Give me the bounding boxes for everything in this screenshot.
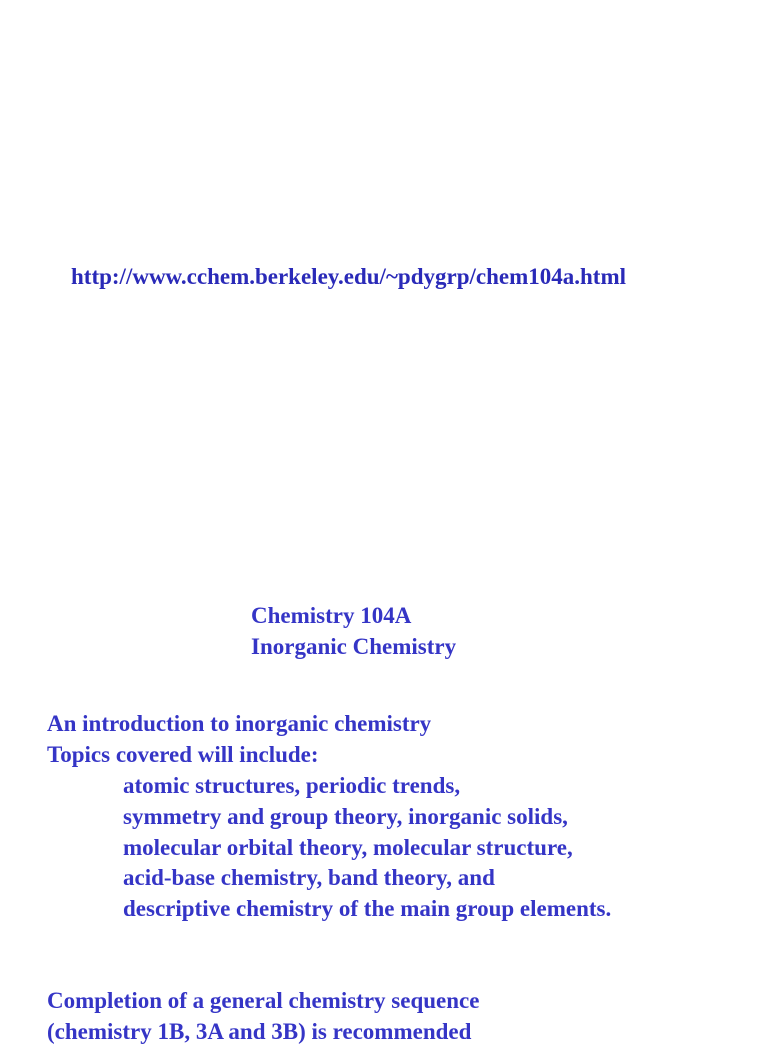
topic-item: molecular orbital theory, molecular structure, — [123, 835, 573, 860]
course-url-link[interactable]: http://www.cchem.berkeley.edu/~pdygrp/chem104a.html — [71, 264, 626, 289]
prerequisite-text-continued: (chemistry 1B, 3A and 3B) is recommended — [47, 1019, 472, 1044]
course-number-title: Chemistry 104A — [251, 603, 412, 628]
topic-item: descriptive chemistry of the main group elements. — [123, 896, 612, 921]
topics-heading: Topics covered will include: — [47, 742, 319, 767]
topic-item: atomic structures, periodic trends, — [123, 773, 461, 798]
intro-text: An introduction to inorganic chemistry — [47, 711, 432, 736]
topic-item: symmetry and group theory, inorganic solids, — [123, 804, 568, 829]
course-name-title: Inorganic Chemistry — [251, 634, 457, 659]
topic-item: acid-base chemistry, band theory, and — [123, 865, 495, 890]
prerequisite-text: Completion of a general chemistry sequence — [47, 988, 480, 1013]
